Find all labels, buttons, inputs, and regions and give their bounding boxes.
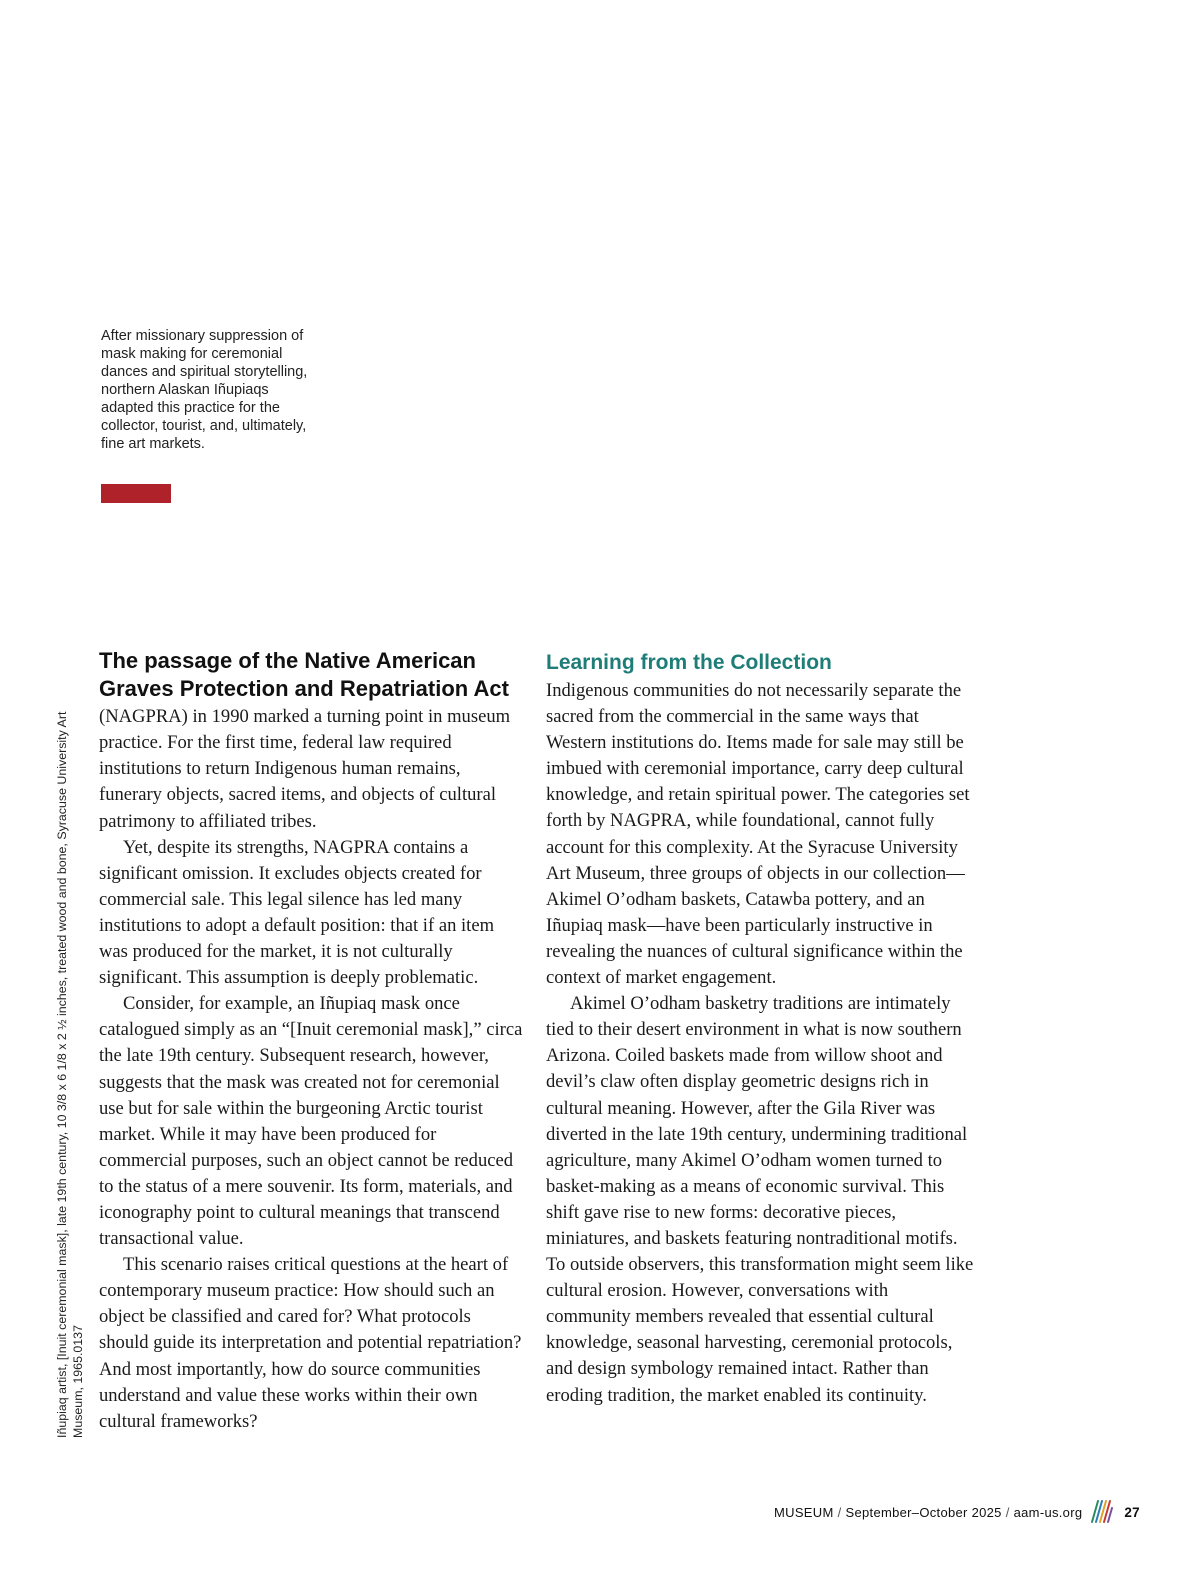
body-paragraph: This scenario raises critical questions at the heart of contemporary museum practice: How should such an object be classified and cared for? What protocols should guide its interpretation and potential repatriation? And most importantly, how do source communities understand and value these works within their own cultural frameworks?: [99, 1254, 522, 1432]
footer-separator: /: [837, 1504, 842, 1520]
aam-logo-icon: [1090, 1498, 1114, 1527]
magazine-name: MUSEUM: [774, 1504, 834, 1520]
page-footer: [774, 1500, 1140, 1524]
lead-heading: The passage of the Native American Graves Protection and Repatriation Act: [99, 648, 509, 702]
image-credit: Iñupiaq artist, [Inuit ceremonial mask], late 19th century, 10 3/8 x 6 1/8 x 2 ½ inches, treated wood and bone, Syracuse University Art Museum, 1965.0137: [55, 711, 85, 1438]
body-paragraph: Indigenous communities do not necessarily separate the sacred from the commercial in the same ways that Western institutions do. Items made for sale may still be imbued with ceremonial importance, carry deep cultural knowledge, and retain spiritual power. The categories set forth by NAGPRA, while foundational, cannot fully account for this complexity. At the Syracuse University Art Museum, three groups of objects in our collection—Akimel O’odham baskets, Catawba pottery, and an Iñupiaq mask—have been particularly instructive in revealing the nuances of cultural significance within the context of market engagement.: [546, 680, 970, 989]
article-column-right: [546, 648, 976, 1409]
footer-separator: /: [1005, 1504, 1010, 1520]
lead-text: (NAGPRA) in 1990 marked a turning point in museum practice. For the first time, federal law required institutions to return Indigenous human remains, funerary objects, sacred items, and objects of cultural patrimony to affiliated tribes.: [99, 706, 511, 832]
accent-bar: [101, 484, 171, 503]
lead-paragraph: [99, 648, 525, 835]
article-column-left: [99, 648, 525, 1435]
issue-date: September–October 2025: [845, 1504, 1002, 1520]
body-paragraph: Akimel O’odham basketry traditions are intimately tied to their desert environment in what is now southern Arizona. Coiled baskets made from willow shoot and devil’s claw often display geometric designs rich in cultural meaning. However, after the Gila River was diverted in the late 19th century, undermining traditional agriculture, many Akimel O’odham women turned to basket-making as a means of economic survival. This shift gave rise to new forms: decorative pieces, miniatures, and baskets featuring nontraditional motifs. To outside observers, this transformation might seem like cultural erosion. However, conversations with community members revealed that essential cultural knowledge, seasonal harvesting, ceremonial protocols, and design symbology remained intact. Rather than eroding tradition, the market enabled its continuity.: [546, 993, 974, 1406]
website-link[interactable]: aam-us.org: [1013, 1504, 1083, 1520]
body-paragraph: Yet, despite its strengths, NAGPRA contains a significant omission. It excludes objects created for commercial sale. This legal silence has led many institutions to adopt a default position: that if an item was produced for the market, it is not culturally significant. This assumption is deeply problematic.: [99, 836, 495, 989]
section-heading: Learning from the Collection: [546, 651, 832, 674]
body-paragraph: Consider, for example, an Iñupiaq mask once catalogued simply as an “[Inuit ceremonial mask],” circa the late 19th century. Subsequent research, however, suggests that the mask was created not for ceremonial use but for sale within the burgeoning Arctic tourist market. While it may have been produced for commercial purposes, such an object cannot be reduced to the status of a mere souvenir. Its form, materials, and iconography point to cultural meanings that transcend transactional value.: [99, 993, 523, 1250]
page-number: 27: [1124, 1504, 1140, 1520]
photo-caption: After missionary suppression of mask making for ceremonial dances and spiritual storytelling, northern Alaskan Iñupiaqs adapted this practice for the collector, tourist, and, ultimately, fine art markets.: [101, 328, 308, 452]
